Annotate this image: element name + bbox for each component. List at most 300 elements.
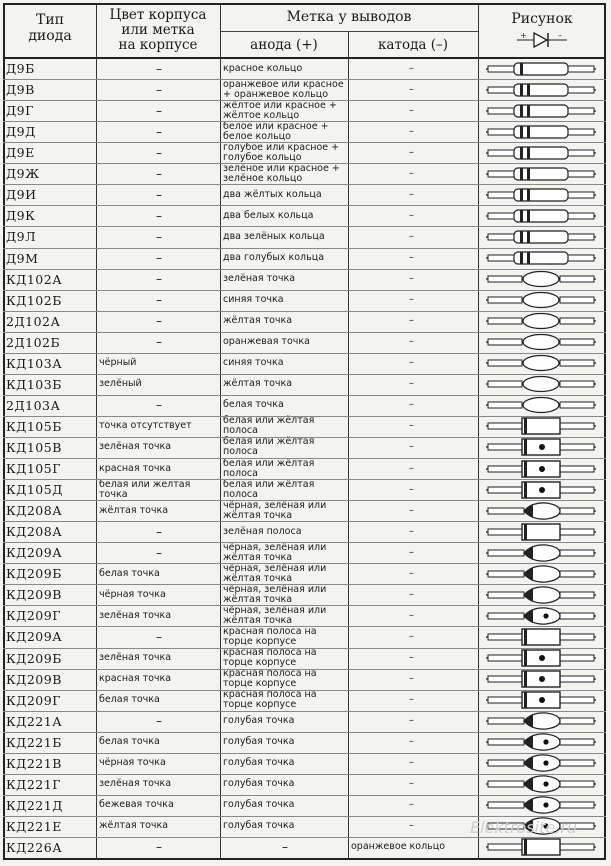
left-lead-sleeve [488,276,522,282]
left-lead-sleeve [488,676,522,682]
body-marking: бежевая точка [99,799,174,811]
body-marking: – [156,187,162,202]
header-picture: Рисунок [511,11,573,27]
anode-marking: белая или жёлтая полоса [223,478,315,500]
anode-marking: белая или жёлтая полоса [223,457,315,479]
color-dot [543,782,548,787]
table-row [0,79,611,100]
diode-drawing-icon [480,607,602,625]
table-row [0,795,611,816]
row-divider [3,648,606,649]
diode-type: КД209А [6,545,63,561]
color-dot [539,655,545,661]
body-marking: – [156,714,162,729]
diode-symbol-icon [517,30,567,50]
table-row [0,584,611,605]
cathode-band [524,567,533,581]
body-marking: жёлтая точка [99,820,169,832]
body-marking: – [156,272,162,287]
body-marking: белая или желтая точка [99,478,191,500]
left-lead-sleeve [488,108,514,114]
marking-ring [527,189,530,201]
table-row [0,626,611,647]
row-divider [3,311,606,312]
table-row [0,332,611,353]
right-lead-sleeve [568,171,594,177]
anode-marking: чёрная, зелёная или жёлтая точка [223,604,327,626]
rect-body [522,418,560,434]
table-row [0,290,611,311]
anode-marking: два белых кольца [223,209,314,221]
cathode-marking: – [409,209,414,221]
svg-text:+: + [520,31,527,40]
header-type-line2: диода [28,28,72,44]
header-color-line2: или метка [121,22,195,38]
table-row [0,605,611,626]
row-divider [3,753,606,754]
table-row [0,374,611,395]
cathode-band [524,629,527,645]
diode-drawing-icon [480,228,602,246]
cathode-marking: – [409,504,414,516]
anode-marking: два зелёных кольца [223,230,325,242]
body-marking: – [156,124,162,139]
anode-marking: синяя точка [223,357,284,369]
body-marking: – [156,82,162,97]
rect-body [522,524,560,540]
anode-marking: чёрная, зелёная или жёлтая точка [223,541,327,563]
oval-body [523,356,559,371]
cathode-marking: – [409,399,414,411]
table-row [0,58,611,79]
table-row [0,248,611,269]
right-lead-sleeve [560,592,594,598]
diode-type: КД209Б [6,650,62,666]
left-lead-sleeve [488,550,524,556]
left-lead-sleeve [488,402,522,408]
body-marking: – [156,103,162,118]
color-dot [539,444,545,450]
header-anode: анода (+) [250,37,318,53]
body-marking: – [156,314,162,329]
right-lead-sleeve [560,360,594,366]
row-divider [3,100,606,101]
body-marking: жёлтая точка [99,504,169,516]
row-divider [3,584,606,585]
color-dot [543,740,548,745]
anode-marking: – [282,840,288,855]
cathode-marking: – [409,83,414,95]
table-row [0,437,611,458]
body-marking: – [156,335,162,350]
watermark: Elektrosite.ru [470,818,578,837]
body-marking: – [156,208,162,223]
row-divider [3,332,606,333]
right-lead-sleeve [560,297,594,303]
table-row [0,458,611,479]
marking-ring [520,210,523,222]
cathode-marking: – [409,104,414,116]
diode-drawing-icon [480,312,602,330]
marking-ring [527,105,530,117]
anode-marking: два голубых кольца [223,252,325,264]
diode-drawing-icon [480,691,602,709]
body-marking: белая точка [99,567,160,579]
color-dot [543,613,548,618]
cathode-marking: – [409,378,414,390]
anode-marking: синяя точка [223,294,284,306]
marking-ring [527,147,530,159]
marking-ring [520,231,523,243]
left-lead-sleeve [488,508,524,514]
diode-drawing-icon [480,270,602,288]
left-lead-sleeve [488,571,524,577]
row-divider [3,184,606,185]
diode-type: КД221Е [6,818,62,834]
anode-marking: голубая точка [223,778,295,790]
cathode-band [524,546,533,560]
right-lead-sleeve [560,676,594,682]
table-row [0,669,611,690]
cathode-band [524,756,533,770]
body-marking: чёрная точка [99,757,166,769]
diode-drawing-icon [480,502,602,520]
table-row [0,500,611,521]
body-marking: – [156,545,162,560]
cathode-marking: – [409,294,414,306]
cathode-band [524,735,533,749]
table-row [0,753,611,774]
row-divider [3,437,606,438]
marking-ring [520,126,523,138]
cathode-band [524,714,533,728]
cathode-marking: – [409,525,414,537]
left-lead-sleeve [488,634,522,640]
marking-ring [520,63,523,75]
body-marking: зелёная точка [99,441,172,453]
diode-type: Д9К [6,208,36,224]
body-marking: – [156,293,162,308]
diode-type: Д9Б [6,61,35,77]
diode-drawing-icon [480,712,602,730]
right-lead-sleeve [568,66,594,72]
right-lead-sleeve [568,129,594,135]
diode-drawing-icon [480,102,602,120]
right-lead-sleeve [560,844,594,850]
table-row [0,353,611,374]
right-lead-sleeve [560,508,594,514]
left-lead-sleeve [488,318,522,324]
left-lead-sleeve [488,697,522,703]
anode-marking: жёлтая точка [223,378,293,390]
diode-type: КД221Д [6,797,63,813]
diode-drawing-icon [480,460,602,478]
cathode-marking: – [409,62,414,74]
left-lead-sleeve [488,423,522,429]
row-divider [3,479,606,480]
right-lead-sleeve [560,781,594,787]
oval-body [523,398,559,413]
anode-marking: красная полоса на торце корпусе [223,625,317,647]
row-divider [3,711,606,712]
right-lead-sleeve [560,760,594,766]
cathode-band [524,439,527,455]
cathode-band [524,650,527,666]
diode-type: КД226А [6,839,63,855]
row-divider [3,142,606,143]
marking-ring [527,126,530,138]
right-lead-sleeve [560,318,594,324]
cathode-band [524,588,533,602]
anode-marking: жёлтое или красное + жёлтое кольцо [223,99,337,121]
row-divider [3,248,606,249]
row-divider [3,669,606,670]
left-lead-sleeve [488,444,522,450]
cathode-marking: – [409,567,414,579]
table-row [0,142,611,163]
row-divider [3,542,606,543]
cathode-marking: – [409,715,414,727]
right-lead-sleeve [560,613,594,619]
diode-type: КД221В [6,755,62,771]
marking-ring [520,252,523,264]
anode-marking: зелёная полоса [223,525,302,537]
body-marking: точка отсутствует [99,420,192,432]
diode-type: КД208А [6,524,63,540]
right-lead-sleeve [568,234,594,240]
cathode-marking: – [409,273,414,285]
header-type [5,12,95,44]
left-lead-sleeve [488,171,514,177]
cathode-marking: – [409,778,414,790]
diode-type: Д9Г [6,103,34,119]
cathode-marking: – [409,462,414,474]
left-lead-sleeve [488,592,524,598]
marking-ring [527,210,530,222]
body-marking: – [156,145,162,160]
diode-drawing-icon [480,438,602,456]
left-lead-sleeve [488,739,524,745]
diode-type: КД102А [6,271,63,287]
color-dot [539,676,545,682]
anode-marking: чёрная, зелёная или жёлтая точка [223,562,327,584]
body-marking: – [156,251,162,266]
row-divider [3,605,606,606]
row-divider [3,395,606,396]
right-lead-sleeve [568,87,594,93]
diode-drawing-icon [480,838,602,856]
cathode-marking: – [409,652,414,664]
anode-marking: красная полоса на торце корпусе [223,647,317,669]
diode-type: КД105Д [6,482,63,498]
diode-drawing-icon [480,333,602,351]
body-marking: – [156,840,162,855]
anode-marking: два жёлтых кольца [223,188,322,200]
diode-drawing-icon [480,670,602,688]
right-lead-sleeve [560,571,594,577]
table-row [0,100,611,121]
cathode-marking: – [409,673,414,685]
diode-type: КД208А [6,503,63,519]
body-marking: белая точка [99,736,160,748]
diode-type: КД209Г [6,692,61,708]
left-lead-sleeve [488,213,514,219]
left-lead-sleeve [488,129,514,135]
right-lead-sleeve [568,150,594,156]
svg-text:–: – [558,31,562,40]
body-marking: зелёная точка [99,652,172,664]
marking-ring [520,147,523,159]
row-divider [3,353,606,354]
right-lead-sleeve [568,108,594,114]
cathode-marking: – [409,630,414,642]
header-mark-title: Метка у выводов [286,9,412,25]
table-row [0,521,611,542]
table-row [0,732,611,753]
diode-type: КД102Б [6,292,62,308]
oval-body [523,335,559,350]
right-lead-sleeve [560,718,594,724]
anode-marking: голубая точка [223,820,295,832]
row-divider [3,795,606,796]
diode-type: Д9Ж [6,166,40,182]
oval-body [523,293,559,308]
table-row [0,563,611,584]
header-color-line3: на корпусе [118,37,198,53]
row-divider [3,458,606,459]
left-lead-sleeve [488,87,514,93]
cathode-band [524,839,527,855]
table-row [0,479,611,500]
row-divider [3,563,606,564]
diode-drawing-icon [480,481,602,499]
right-lead-sleeve [560,550,594,556]
cathode-marking: – [409,315,414,327]
table-row [0,416,611,437]
table-row [0,226,611,247]
oval-body [523,272,559,287]
cathode-marking: – [409,357,414,369]
table-row [0,837,611,858]
anode-marking: оранжевая точка [223,336,310,348]
row-divider [3,816,606,817]
right-lead-sleeve [560,487,594,493]
cathode-marking: – [409,694,414,706]
row-divider [3,416,606,417]
table-row [0,311,611,332]
cathode-marking: оранжевое кольцо [351,841,446,853]
diode-drawing-icon [480,144,602,162]
anode-marking: зелёная точка [223,273,296,285]
diode-type: КД221Г [6,776,61,792]
diode-type: КД105Б [6,418,62,434]
left-lead-sleeve [488,297,522,303]
body-marking: чёрный [99,357,137,369]
diode-drawing-icon [480,60,602,78]
rect-body [522,839,560,855]
anode-marking: белая или жёлтая полоса [223,415,315,437]
cathode-marking: – [409,167,414,179]
table-row [0,163,611,184]
cathode-band [524,671,527,687]
marking-ring [520,105,523,117]
cathode-marking: – [409,336,414,348]
anode-marking: голубая точка [223,799,295,811]
diode-drawing-icon [480,207,602,225]
right-lead-sleeve [560,339,594,345]
diode-type: КД209Г [6,608,61,624]
right-lead-sleeve [568,192,594,198]
cathode-marking: – [409,546,414,558]
anode-marking: голубое или красное + голубое кольцо [223,141,340,163]
body-marking: белая точка [99,694,160,706]
diode-drawing-icon [480,775,602,793]
diode-type: КД209Б [6,566,62,582]
row-divider [3,500,606,501]
header-type-line1: Тип [36,12,64,28]
cathode-marking: – [409,420,414,432]
table-row [0,774,611,795]
body-marking: – [156,229,162,244]
color-dot [543,761,548,766]
diode-drawing-icon [480,649,602,667]
cathode-band [524,504,533,518]
body-marking: – [156,61,162,76]
diode-drawing-icon [480,291,602,309]
diode-drawing-icon [480,565,602,583]
left-lead-sleeve [488,66,514,72]
diode-drawing-icon [480,544,602,562]
left-lead-sleeve [488,760,524,766]
anode-marking: белое или красное + белое кольцо [223,120,329,142]
table-row [0,121,611,142]
table-row [0,184,611,205]
diode-type: 2Д102Б [6,334,61,350]
right-lead-sleeve [560,402,594,408]
color-dot [539,697,545,703]
diode-type: Д9Е [6,145,35,161]
diode-type: КД209А [6,629,63,645]
header-color-line1: Цвет корпуса [109,7,207,23]
anode-marking: белая или жёлтая полоса [223,436,315,458]
right-lead-sleeve [560,802,594,808]
diode-type: КД105Г [6,461,61,477]
row-divider [3,837,606,838]
diode-drawing-icon [480,354,602,372]
marking-ring [527,168,530,180]
table-row [0,711,611,732]
row-divider [3,521,606,522]
diode-drawing-icon [480,523,602,541]
diode-type: КД103Б [6,376,62,392]
table-row [0,269,611,290]
body-marking: красная точка [99,462,172,474]
left-lead-sleeve [488,802,524,808]
marking-ring [520,84,523,96]
diode-drawing-icon [480,733,602,751]
anode-marking: красная полоса на торце корпусе [223,689,317,711]
row-divider [3,205,606,206]
body-marking: красная точка [99,673,172,685]
row-divider [3,290,606,291]
anode-marking: красное кольцо [223,62,303,74]
diode-drawing-icon [480,249,602,267]
left-lead-sleeve [488,234,514,240]
left-lead-sleeve [488,613,524,619]
anode-marking: голубая точка [223,736,295,748]
left-lead-sleeve [488,844,522,850]
cathode-band [524,524,527,540]
